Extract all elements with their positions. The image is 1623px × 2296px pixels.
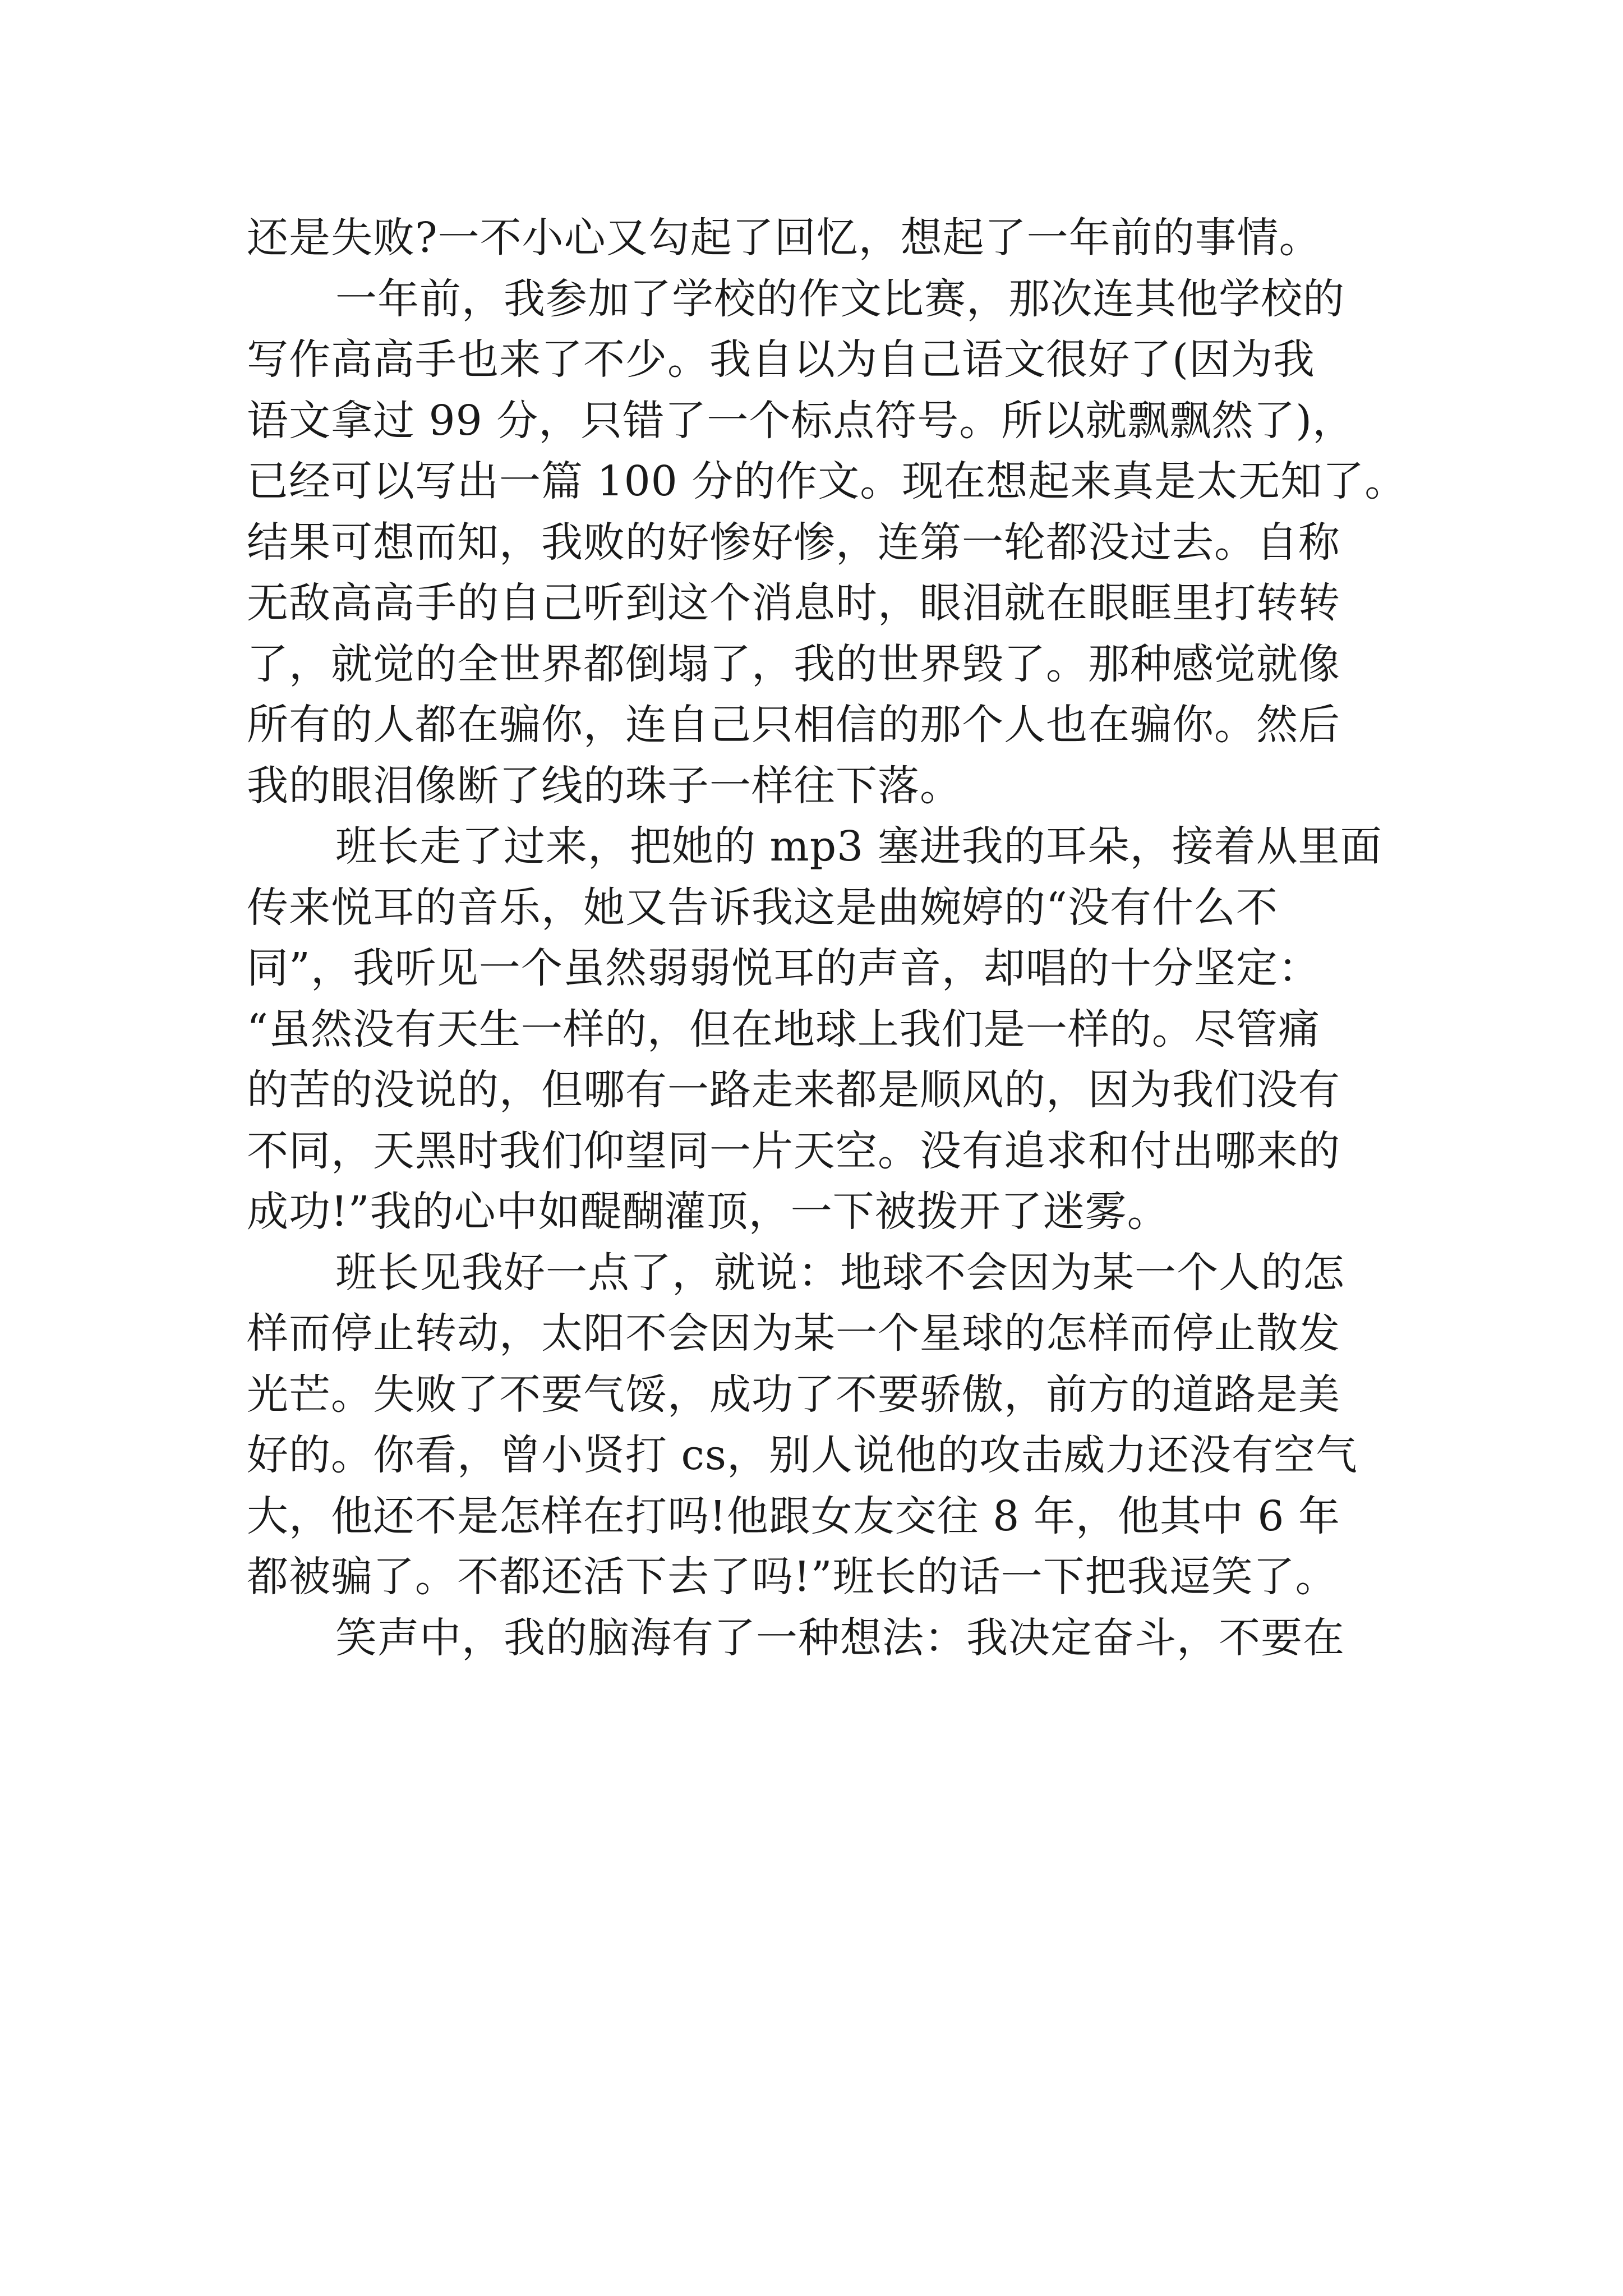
text-line: 一年前，我参加了学校的作文比赛，那次连其他学校的 <box>335 274 1345 323</box>
text-line: 不同，天黑时我们仰望同一片天空。没有追求和付出哪来的 <box>247 1126 1340 1175</box>
text-line: 了，就觉的全世界都倒塌了，我的世界毁了。那种感觉就像 <box>247 639 1340 688</box>
text-line: 班长走了过来，把她的 mp3 塞进我的耳朵，接着从里面 <box>335 822 1382 871</box>
text-line: 样而停止转动，太阳不会因为某一个星球的怎样而停止散发 <box>247 1309 1340 1358</box>
text-line: 都被骗了。不都还活下去了吗!”班长的话一下把我逗笑了。 <box>247 1553 1338 1601</box>
text-line: 还是失败?一不小心又勾起了回忆，想起了一年前的事情。 <box>247 214 1321 262</box>
text-line: 语文拿过 99 分，只错了一个标点符号。所以就飘飘然了)， <box>247 396 1355 445</box>
text-line: 班长见我好一点了，就说：地球不会因为某一个人的怎 <box>335 1248 1345 1297</box>
text-line: 无敌高高手的自己听到这个消息时，眼泪就在眼眶里打转转 <box>247 579 1340 627</box>
text-line: 我的眼泪像断了线的珠子一样往下落。 <box>247 761 962 810</box>
text-line: 结果可想而知，我败的好惨好惨，连第一轮都没过去。自称 <box>247 518 1340 567</box>
text-line: “虽然没有天生一样的，但在地球上我们是一样的。尽管痛 <box>247 1005 1320 1053</box>
text-line: 同”，我听见一个虽然弱弱悦耳的声音，却唱的十分坚定： <box>247 944 1320 992</box>
text-line: 大，他还不是怎样在打吗!他跟女友交往 8 年，他其中 6 年 <box>247 1492 1340 1540</box>
text-line: 已经可以写出一篇 100 分的作文。现在想起来真是太无知了。 <box>247 457 1407 505</box>
text-line: 所有的人都在骗你，连自己只相信的那个人也在骗你。然后 <box>247 701 1340 749</box>
text-line: 笑声中，我的脑海有了一种想法：我决定奋斗，不要在 <box>335 1613 1345 1662</box>
text-line: 写作高高手也来了不少。我自以为自己语文很好了(因为我 <box>247 335 1315 384</box>
text-line: 好的。你看，曾小贤打 cs，别人说他的攻击威力还没有空气 <box>247 1431 1358 1479</box>
body-text <box>247 208 1407 1668</box>
text-line: 的苦的没说的，但哪有一路走来都是顺风的，因为我们没有 <box>247 1066 1340 1114</box>
text-line: 传来悦耳的音乐，她又告诉我这是曲婉婷的“没有什么不 <box>247 883 1278 932</box>
text-line: 成功!”我的心中如醍醐灌顶，一下被拨开了迷雾。 <box>247 1188 1169 1236</box>
text-line: 光芒。失败了不要气馁，成功了不要骄傲，前方的道路是美 <box>247 1370 1340 1419</box>
